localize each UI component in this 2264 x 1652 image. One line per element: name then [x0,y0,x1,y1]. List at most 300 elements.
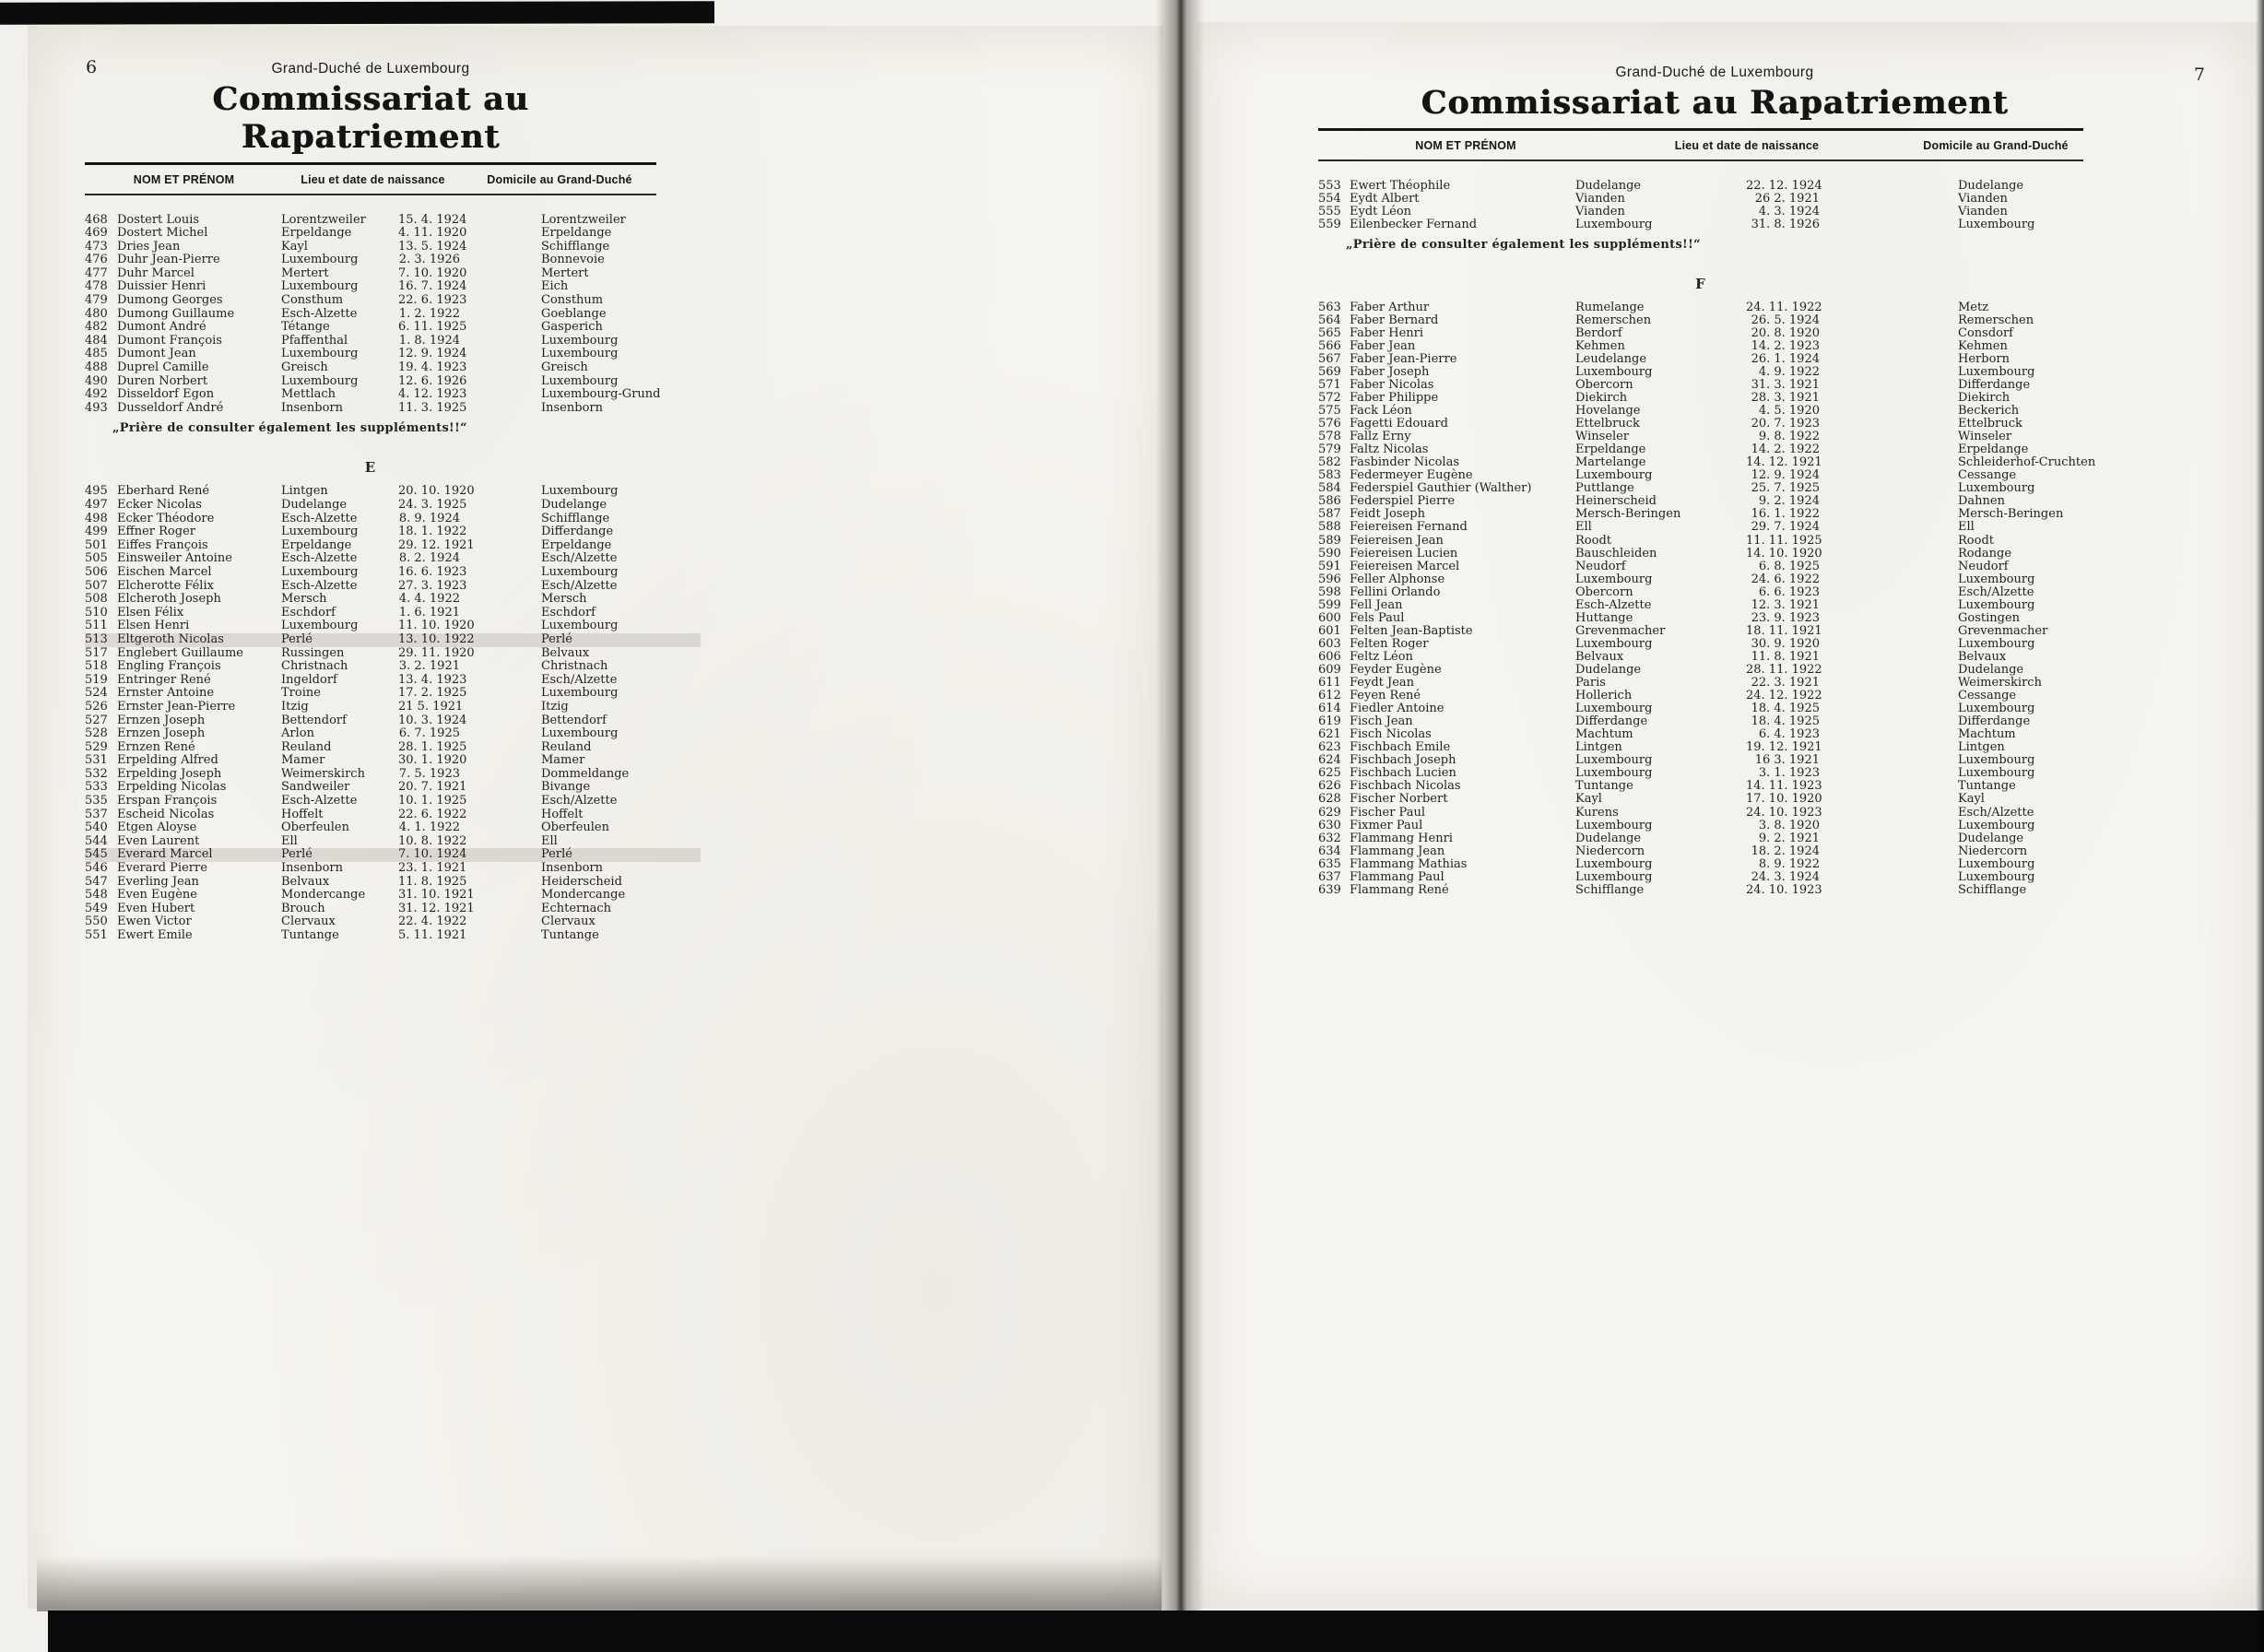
row-spacer [1820,793,1958,806]
row-birthplace: Grevenmacher [1575,623,1666,638]
row-domicile: Erpeldange [541,537,612,552]
row-spacer [460,781,541,795]
row-name: Englebert Guillaume [117,645,243,660]
row-birthdate: 1. 2. 1922 [398,306,460,321]
row-number: 508 [85,592,108,607]
row-spacer [1820,405,1958,418]
registry-row [1318,366,2176,379]
row-birthplace: Neudorf [1575,559,1626,573]
row-birthdate: 24. 6. 1922 [1751,572,1820,586]
row-spacer [460,727,541,741]
row-number: 586 [1318,494,1341,509]
registry-row [1318,180,2176,193]
row-birthdate: 24. 12. 1922 [1746,689,1822,703]
row-birthplace: Luxembourg [281,619,359,633]
row-name: Fischbach Lucien [1350,766,1456,781]
row-domicile: Christnach [541,659,608,674]
row-birthdate: 11. 10. 1920 [398,619,475,633]
registry-row [85,254,701,267]
page-6 [28,26,1163,1609]
registry-row [1318,521,2176,534]
row-domicile: Esch/Alzette [541,578,618,593]
registry-row [85,727,701,741]
row-birthdate: 18. 1. 1922 [398,525,467,539]
row-number: 488 [85,360,108,375]
row-domicile: Goeblange [541,306,607,321]
row-birthplace: Bettendorf [281,713,347,727]
row-domicile: Kayl [1958,792,1985,807]
row-spacer [460,687,541,701]
row-domicile: Esch/Alzette [541,794,618,808]
row-spacer [1820,832,1958,845]
column-headers [85,173,656,186]
row-domicile: Oberfeulen [541,820,609,835]
row-number: 476 [85,253,108,267]
row-birthdate: 4. 9. 1922 [1758,364,1820,379]
row-domicile: Rodange [1958,546,2012,560]
row-name: Effner Roger [117,525,195,539]
row-domicile: Luxembourg [541,373,619,388]
row-number: 545 [85,847,108,862]
book-gutter-fold [1156,0,1204,1652]
row-birthdate: 24. 10. 1923 [1746,882,1822,897]
registry-row [85,241,701,254]
row-birthdate: 6. 11. 1925 [398,320,467,335]
registry-row [1318,638,2176,651]
row-name: Everling Jean [117,874,199,889]
row-birthplace: Dudelange [1575,178,1642,193]
row-birthplace: Itzig [281,699,309,714]
row-name: Fixmer Paul [1350,818,1423,832]
row-spacer [1820,495,1958,508]
row-birthdate: 8. 2. 1924 [398,551,460,566]
row-name: Feller Alphonse [1350,572,1445,586]
row-name: Duprel Camille [117,360,209,375]
registry-row [1318,560,2176,573]
row-birthplace: Russingen [281,645,345,660]
row-name: Erspan François [117,794,218,808]
registry-row [85,280,701,294]
row-birthplace: Kayl [281,239,308,254]
row-spacer [460,647,541,661]
registry-row [1318,612,2176,625]
row-birthplace: Hovelange [1575,404,1641,419]
registry-row [1318,754,2176,767]
row-spacer [460,254,541,267]
row-name: Eydt Léon [1350,204,1412,218]
row-name: Feiereisen Marcel [1350,559,1460,573]
row-name: Engling François [117,659,221,674]
row-number: 519 [85,672,108,687]
row-spacer [460,388,541,402]
row-number: 559 [1318,217,1341,231]
scan-artifact-bottom-smudge [37,1556,1161,1611]
row-domicile: Luxembourg [541,333,619,348]
row-name: Eydt Albert [1350,191,1420,206]
row-spacer [460,485,541,499]
row-spacer [1820,469,1958,482]
row-spacer [1820,379,1958,392]
row-spacer [460,929,541,943]
column-header-birth: Lieu et date de naissance [301,173,445,186]
row-spacer [460,889,541,903]
registry-row [1318,884,2176,897]
row-birthplace: Dudelange [1575,663,1642,677]
row-spacer [460,701,541,714]
registry-row [85,513,701,526]
row-number: 551 [85,928,108,942]
row-birthplace: Luxembourg [281,525,359,539]
row-birthdate: 13. 5. 1924 [398,239,467,254]
row-domicile: Mertert [541,266,589,280]
row-birthdate: 14. 12. 1921 [1746,455,1822,470]
row-number: 619 [1318,714,1341,729]
row-domicile: Vianden [1958,204,2008,218]
registry-row [85,525,701,539]
row-spacer [460,348,541,361]
row-domicile: Grevenmacher [1958,623,2048,638]
row-number: 490 [85,373,108,388]
row-number: 526 [85,699,108,714]
row-domicile: Dudelange [1958,178,2024,193]
row-birthdate: 28. 3. 1921 [1751,391,1820,406]
row-birthplace: Leudelange [1575,351,1647,366]
row-birthplace: Bauschleiden [1575,546,1657,560]
row-name: Ewen Victor [117,914,192,929]
row-number: 575 [1318,404,1341,419]
row-name: Erpelding Joseph [117,766,222,781]
row-number: 537 [85,807,108,821]
row-domicile: Luxembourg [1958,364,2035,379]
row-birthdate: 20. 7. 1923 [1751,417,1820,431]
row-birthplace: Puttlange [1575,481,1634,496]
row-name: Einsweiler Antoine [117,551,232,566]
row-spacer [460,795,541,808]
registry-row [85,361,701,375]
row-spacer [1820,482,1958,495]
row-spacer [460,539,541,553]
row-domicile: Ettelbruck [1958,417,2022,431]
row-spacer [1820,845,1958,858]
registry-row [1318,495,2176,508]
row-number: 596 [1318,572,1341,586]
row-number: 563 [1318,300,1341,314]
registry-row [1318,807,2176,820]
row-birthdate: 4. 1. 1922 [398,820,460,835]
registry-row [85,214,701,228]
row-birthdate: 11. 11. 1925 [1746,533,1822,548]
row-birthplace: Mertert [281,266,329,280]
registry-row [85,308,701,322]
row-spacer [1820,871,1958,884]
scan-artifact-top-bar [0,1,714,25]
row-number: 621 [1318,727,1341,742]
registry-row [1318,664,2176,677]
row-spacer [1820,586,1958,599]
row-spacer [1820,741,1958,754]
row-domicile: Schifflange [1958,882,2027,897]
row-number: 511 [85,619,108,633]
row-birthplace: Perlé [281,631,312,646]
row-name: Feiereisen Fernand [1350,520,1468,535]
row-birthplace: Ettelbruck [1575,417,1640,431]
row-birthplace: Kayl [1575,792,1602,807]
row-spacer [460,294,541,308]
row-name: Ernster Antoine [117,686,215,701]
registry-row [1318,443,2176,456]
row-name: Faber Joseph [1350,364,1430,379]
row-birthplace: Dudelange [1575,831,1642,845]
row-birthplace: Paris [1575,676,1606,690]
row-spacer [1820,858,1958,871]
row-spacer [460,566,541,580]
registry-row [1318,820,2176,832]
row-name: Federspiel Pierre [1350,494,1456,509]
row-birthplace: Brouch [281,901,325,915]
row-birthplace: Tuntange [1575,779,1633,794]
row-number: 614 [1318,702,1341,716]
row-birthplace: Luxembourg [1575,468,1653,483]
row-birthplace: Berdorf [1575,325,1622,340]
row-number: 567 [1318,351,1341,366]
row-domicile: Luxembourg [1958,217,2035,231]
row-spacer [1820,573,1958,586]
row-name: Ernzen Joseph [117,726,206,741]
row-birthdate: 14. 10. 1920 [1746,546,1822,560]
registry-row [85,593,701,607]
column-header-domicile: Domicile au Grand-Duché [1923,139,2069,152]
registry-row [85,781,701,795]
row-birthdate: 29. 12. 1921 [398,537,475,552]
row-birthdate: 20. 7. 1921 [398,780,467,795]
registry-row [1318,379,2176,392]
row-spacer [460,227,541,241]
row-number: 582 [1318,455,1341,470]
row-domicile: Neudorf [1958,559,2009,573]
row-domicile: Diekirch [1958,391,2010,406]
row-spacer [460,375,541,389]
row-domicile: Hoffelt [541,807,584,821]
row-number: 587 [1318,507,1341,522]
row-name: Duren Norbert [117,373,208,388]
registry-row [1318,690,2176,702]
row-birthplace: Ell [1575,520,1592,535]
row-domicile: Luxembourg [1958,766,2035,781]
row-name: Fischbach Nicolas [1350,779,1461,794]
row-name: Even Eugène [117,888,197,903]
row-number: 528 [85,726,108,741]
row-birthplace: Esch-Alzette [1575,597,1652,612]
row-number: 612 [1318,689,1341,703]
row-domicile: Eschdorf [541,605,595,620]
registry-row [1318,625,2176,638]
row-name: Dumong Georges [117,293,223,308]
row-name: Feiereisen Jean [1350,533,1444,548]
row-birthplace: Luxembourg [281,347,359,361]
row-birthplace: Hoffelt [281,807,324,821]
row-number: 549 [85,901,108,915]
row-spacer [460,607,541,620]
supplement-note: „Prière de consulter également les suppléments!!“ [112,421,467,436]
row-birthdate: 7. 10. 1920 [398,266,467,280]
row-birthplace: Erpeldange [281,537,352,552]
row-domicile: Differdange [541,525,614,539]
row-birthplace: Winseler [1575,430,1630,444]
row-birthdate: 11. 8. 1925 [398,874,467,889]
row-spacer [1820,193,1958,206]
row-spacer [460,552,541,566]
row-birthplace: Belvaux [281,874,330,889]
registry-row [1318,573,2176,586]
row-domicile: Luxembourg [1958,818,2035,832]
registry-row [85,808,701,822]
row-number: 485 [85,347,108,361]
row-birthdate: 10. 3. 1924 [398,713,467,727]
row-spacer [1820,767,1958,780]
row-birthdate: 9. 8. 1922 [1758,430,1820,444]
row-spacer [460,280,541,294]
registry-row [85,227,701,241]
row-number: 495 [85,484,108,499]
row-name: Flammang Jean [1350,844,1445,858]
row-birthplace: Weimerskirch [281,766,365,781]
registry-row [1318,431,2176,443]
row-name: Eilenbecker Fernand [1350,217,1478,231]
row-birthdate: 3. 1. 1923 [1758,766,1820,781]
row-domicile: Gasperich [541,320,603,335]
row-number: 477 [85,266,108,280]
row-name: Felten Jean-Baptiste [1350,623,1473,638]
row-name: Elsen Henri [117,619,190,633]
row-birthdate: 21 5. 1921 [398,699,464,714]
row-name: Ernster Jean-Pierre [117,699,236,714]
row-birthplace: Oberfeulen [281,820,349,835]
row-name: Eltgeroth Nicolas [117,631,224,646]
row-birthplace: Luxembourg [1575,766,1653,781]
row-number: 497 [85,498,108,512]
row-number: 600 [1318,610,1341,625]
header-rule-thick [85,162,656,165]
row-spacer [460,580,541,594]
row-spacer [1820,443,1958,456]
row-birthplace: Pfaffenthal [281,333,348,348]
row-spacer [460,862,541,876]
row-spacer [1820,638,1958,651]
row-name: Dumong Guillaume [117,306,235,321]
registry-row [1318,327,2176,340]
registry-row [1318,858,2176,871]
page-header [1318,65,2111,122]
registry-row [85,552,701,566]
row-name: Faber Henri [1350,325,1424,340]
row-name: Feyder Eugène [1350,663,1442,677]
row-birthplace: Insenborn [281,400,343,415]
row-domicile: Schifflange [541,511,610,525]
row-birthdate: 31. 8. 1926 [1751,217,1820,231]
region-line: Grand-Duché de Luxembourg [1615,65,1814,80]
row-domicile: Cessange [1958,468,2017,483]
row-number: 499 [85,525,108,539]
row-number: 579 [1318,442,1341,457]
row-number: 524 [85,686,108,701]
row-number: 532 [85,766,108,781]
row-birthdate: 16. 7. 1924 [398,279,467,294]
row-number: 550 [85,914,108,929]
registry-row [1318,715,2176,728]
row-number: 571 [1318,377,1341,392]
row-number: 583 [1318,468,1341,483]
row-spacer [460,241,541,254]
header-rule-thin [1318,159,2083,161]
row-number: 590 [1318,546,1341,560]
row-birthdate: 10. 1. 1925 [398,794,467,808]
row-name: Fischbach Joseph [1350,753,1456,768]
row-birthplace: Vianden [1575,191,1625,206]
row-number: 544 [85,833,108,848]
row-birthdate: 9. 2. 1921 [1758,831,1820,845]
row-domicile: Luxembourg [541,564,619,579]
row-name: Faber Philippe [1350,391,1439,406]
row-birthplace: Ell [281,833,298,848]
row-birthplace: Luxembourg [1575,364,1653,379]
column-header-domicile: Domicile au Grand-Duché [487,173,632,186]
row-birthplace: Luxembourg [281,253,359,267]
registry-row [1318,405,2176,418]
row-birthplace: Vianden [1575,204,1625,218]
row-spacer [460,808,541,822]
row-number: 599 [1318,597,1341,612]
row-domicile: Luxembourg [541,726,619,741]
row-number: 601 [1318,623,1341,638]
row-name: Dumont André [117,320,206,335]
row-birthplace: Luxembourg [1575,572,1653,586]
row-number: 569 [1318,364,1341,379]
row-birthdate: 4. 5. 1920 [1758,404,1820,419]
row-birthdate: 23. 1. 1921 [398,861,467,876]
row-number: 637 [1318,869,1341,884]
row-birthdate: 22. 6. 1922 [398,807,467,821]
row-number: 565 [1318,325,1341,340]
registry-row [85,485,701,499]
row-birthdate: 8. 9. 1922 [1758,856,1820,871]
row-birthplace: Luxembourg [1575,217,1653,231]
row-birthplace: Mettlach [281,387,336,402]
row-spacer [1820,807,1958,820]
row-name: Dostert Louis [117,212,200,227]
row-number: 506 [85,564,108,579]
row-birthdate: 13. 4. 1923 [398,672,467,687]
row-number: 513 [85,631,108,646]
region-line: Grand-Duché de Luxembourg [271,61,470,77]
row-birthplace: Obercorn [1575,377,1633,392]
row-birthdate: 6. 7. 1925 [398,726,460,741]
row-birthplace: Hollerich [1575,689,1633,703]
row-birthplace: Eschdorf [281,605,336,620]
row-birthdate: 12. 6. 1926 [398,373,467,388]
row-birthplace: Differdange [1575,714,1648,729]
row-number: 510 [85,605,108,620]
row-spacer [460,335,541,348]
row-birthplace: Remerschen [1575,313,1652,327]
row-number: 623 [1318,740,1341,755]
row-domicile: Bivange [541,780,591,795]
column-headers [1318,139,2083,152]
row-domicile: Tuntange [541,928,599,942]
row-name: Flammang Mathias [1350,856,1468,871]
row-name: Ewert Emile [117,928,193,942]
row-name: Eberhard René [117,484,210,499]
row-domicile: Consthum [541,293,604,308]
